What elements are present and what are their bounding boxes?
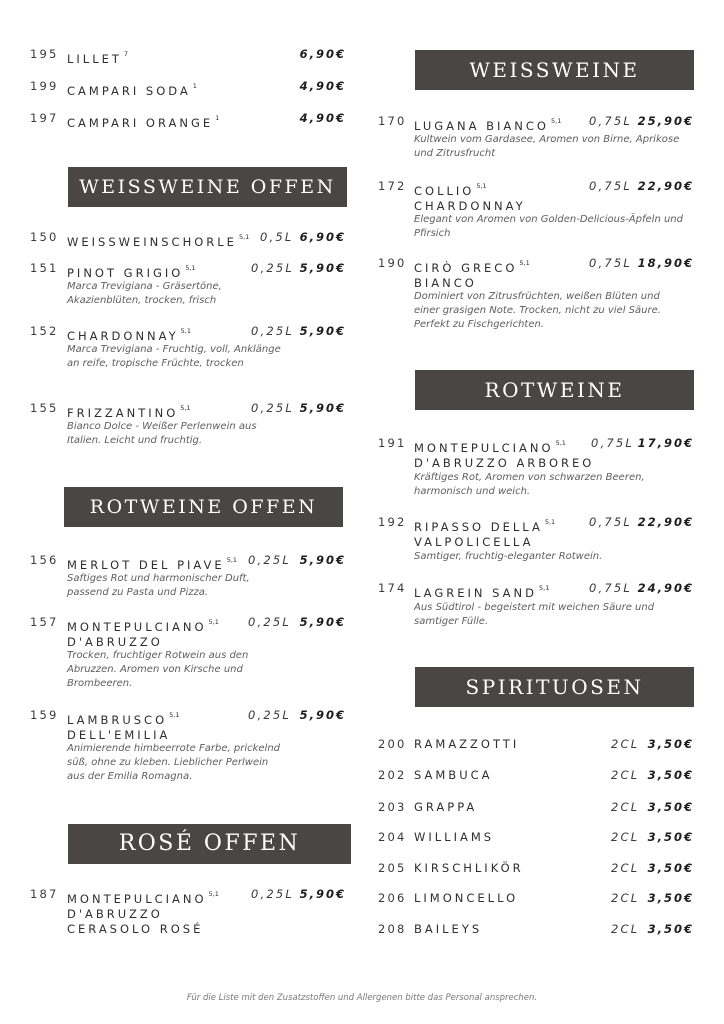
item-number: 192 xyxy=(378,515,407,529)
item-name: LILLET $^7$ xyxy=(67,50,129,66)
additive-note: 5,1 xyxy=(208,890,219,898)
item-price: 3,50€ xyxy=(647,922,694,936)
item-description: Animierende himbeerrote Farbe, prickelnd süß, ohne zu kleben. Lieblicher Perlwein aus der Emilia Romagna. xyxy=(67,743,281,782)
item-volume: 2CL xyxy=(611,891,640,905)
item-price: 22,90€ xyxy=(637,179,694,193)
item-description: Trocken, fruchtiger Rotwein aus den Abruzzen. Aromen von Kirsche und Brombeeren. xyxy=(67,650,249,689)
additive-note: 5,1 xyxy=(476,182,487,190)
item-price: 22,90€ xyxy=(637,515,694,529)
item-name: KIRSCHLIKÖR xyxy=(414,861,524,875)
additive-note: 5,1 xyxy=(169,711,180,719)
item-name: RIPASSO DELLA $^{5,1}$ VALPOLICELLA xyxy=(414,518,556,549)
item-volume: 0,5L xyxy=(260,230,294,244)
item-price: 6,90€ xyxy=(299,47,346,61)
section-header-rotweine-offen: ROTWEINE OFFEN xyxy=(64,487,343,527)
item-number: 155 xyxy=(30,401,59,415)
additive-note: 5,1 xyxy=(544,518,556,526)
item-name: LAGREIN SAND $^{5,1}$ xyxy=(414,584,550,600)
item-name: LAMBRUSCO $^{5,1}$ DELL'EMILIA xyxy=(67,711,180,742)
item-number: 159 xyxy=(30,708,59,722)
allergen-footnote: Für die Liste mit den Zusatzstoffen und Allergenen bitte das Personal ansprechen. xyxy=(186,993,538,1003)
item-number: 187 xyxy=(30,887,59,901)
item-volume: 0,25L xyxy=(248,615,292,629)
item-volume: 2CL xyxy=(611,768,640,782)
item-description: Saftiges Rot und harmonischer Duft, passend zu Pasta und Pizza. xyxy=(67,573,250,598)
item-name: LUGANA BIANCO $^{5,1}$ xyxy=(414,117,562,133)
item-name: SAMBUCA xyxy=(414,768,493,782)
item-number: 151 xyxy=(30,261,59,275)
item-volume: 2CL xyxy=(611,922,640,936)
item-volume: 2CL xyxy=(611,737,640,751)
additive-note: 1 xyxy=(215,114,220,122)
item-volume: 0,75L xyxy=(589,114,633,128)
section-header-rose-offen: ROSÉ OFFEN xyxy=(68,824,351,864)
item-volume: 0,75L xyxy=(589,179,633,193)
item-description: Kräftiges Rot, Aromen von schwarzen Beeren, harmonisch und weich. xyxy=(414,472,645,497)
item-price: 3,50€ xyxy=(647,768,694,782)
item-price: 3,50€ xyxy=(647,830,694,844)
item-number: 191 xyxy=(378,436,407,450)
item-number: 156 xyxy=(30,553,59,567)
item-price: 3,50€ xyxy=(647,800,694,814)
item-name: GRAPPA xyxy=(414,800,478,814)
item-name: MERLOT DEL PIAVE $^{5,1}$ xyxy=(67,556,238,572)
item-price: 4,90€ xyxy=(299,111,346,125)
item-volume: 0,25L xyxy=(251,324,295,338)
item-number: 152 xyxy=(30,324,59,338)
item-name: BAILEYS xyxy=(414,922,483,936)
item-price: 25,90€ xyxy=(637,114,694,128)
item-number: 195 xyxy=(30,47,59,61)
additive-note: 5,1 xyxy=(208,618,219,626)
section-header-spirituosen: SPIRITUOSEN xyxy=(415,667,694,707)
item-number: 203 xyxy=(378,800,407,814)
item-description: Dominiert von Zitrusfrüchten, weißen Blüten und einer grasigen Note. Trocken, nicht zu viel Säure. Perfekt zu Fischgerichten. xyxy=(414,291,661,330)
item-description: Aus Südtirol - begeistert mit weichen Säure und samtiger Fülle. xyxy=(414,602,655,627)
item-name: LIMONCELLO xyxy=(414,891,519,905)
item-price: 3,50€ xyxy=(647,861,694,875)
item-price: 4,90€ xyxy=(299,79,346,93)
item-volume: 0,25L xyxy=(248,553,292,567)
additive-note: 5,1 xyxy=(180,327,191,335)
additive-note: 5,1 xyxy=(551,117,562,125)
item-volume: 0,75L xyxy=(589,515,633,529)
item-number: 174 xyxy=(378,581,407,595)
item-number: 172 xyxy=(378,179,407,193)
item-volume: 0,75L xyxy=(591,436,635,450)
item-volume: 0,75L xyxy=(589,581,633,595)
item-price: 17,90€ xyxy=(637,436,694,450)
item-name: WEISSWEINSCHORLE $^{5,1}$ xyxy=(67,233,250,249)
item-number: 197 xyxy=(30,111,59,125)
item-name: COLLIO $^{5,1}$ CHARDONNAY xyxy=(414,182,526,213)
additive-note: 5,1 xyxy=(238,233,250,241)
item-name: MONTEPULCIANO $^{5,1}$ D'ABRUZZO ARBOREO xyxy=(414,439,595,470)
item-name: PINOT GRIGIO $^{5,1}$ xyxy=(67,264,196,280)
item-volume: 2CL xyxy=(611,830,640,844)
item-description: Marca Trevigiana - Gräsertöne, Akazienblüten, trocken, frisch xyxy=(67,281,222,306)
additive-note: 1 xyxy=(192,82,197,90)
item-price: 5,90€ xyxy=(299,553,346,567)
item-volume: 2CL xyxy=(611,861,640,875)
item-name: WILLIAMS xyxy=(414,830,495,844)
item-number: 208 xyxy=(378,922,407,936)
item-name: CAMPARI ORANGE $^1$ xyxy=(67,114,220,130)
item-volume: 0,25L xyxy=(251,401,295,415)
item-price: 5,90€ xyxy=(299,261,346,275)
item-description: Elegant von Aromen von Golden-Delicious-Äpfeln und Pfirsich xyxy=(414,214,683,239)
item-name: MONTEPULCIANO $^{5,1}$ D'ABRUZZO CERASOLO ROSÉ xyxy=(67,890,219,936)
item-number: 205 xyxy=(378,861,407,875)
item-volume: 0,25L xyxy=(248,708,292,722)
additive-note: 5,1 xyxy=(539,584,550,592)
item-name: FRIZZANTINO $^{5,1}$ xyxy=(67,404,191,420)
additive-note: 5,1 xyxy=(185,264,196,272)
item-volume: 0,25L xyxy=(251,887,295,901)
additive-note: 7 xyxy=(123,50,129,58)
item-name: CHARDONNAY $^{5,1}$ xyxy=(67,327,191,343)
item-number: 206 xyxy=(378,891,407,905)
item-volume: 2CL xyxy=(611,800,640,814)
item-number: 200 xyxy=(378,737,407,751)
item-description: Bianco Dolce - Weißer Perlenwein aus Italien. Leicht und fruchtig. xyxy=(67,421,257,446)
item-description: Marca Trevigiana - Fruchtig, voll, Anklänge an reife, tropische Früchte, trocken xyxy=(67,344,281,369)
item-name: CAMPARI SODA $^1$ xyxy=(67,82,197,98)
item-price: 24,90€ xyxy=(637,581,694,595)
item-number: 204 xyxy=(378,830,407,844)
item-number: 150 xyxy=(30,230,59,244)
item-price: 5,90€ xyxy=(299,324,346,338)
item-name: RAMAZZOTTI xyxy=(414,737,520,751)
section-header-weissweine-offen: WEISSWEINE OFFEN xyxy=(68,167,347,207)
item-name: MONTEPULCIANO $^{5,1}$ D'ABRUZZO xyxy=(67,618,219,649)
section-header-rotweine: ROTWEINE xyxy=(415,370,694,410)
item-number: 157 xyxy=(30,615,59,629)
additive-note: 5,1 xyxy=(226,556,238,564)
item-number: 190 xyxy=(378,256,407,270)
item-price: 5,90€ xyxy=(299,615,346,629)
item-number: 199 xyxy=(30,79,59,93)
item-price: 5,90€ xyxy=(299,708,346,722)
item-price: 18,90€ xyxy=(637,256,694,270)
additive-note: 5,1 xyxy=(555,439,566,447)
item-number: 202 xyxy=(378,768,407,782)
additive-note: 5,1 xyxy=(519,259,530,267)
additive-note: 5,1 xyxy=(180,404,191,412)
item-number: 170 xyxy=(378,114,407,128)
item-description: Kultwein vom Gardasee, Aromen von Birne, Aprikose und Zitrusfrucht xyxy=(414,134,680,159)
section-header-weissweine: WEISSWEINE xyxy=(415,50,694,90)
item-price: 6,90€ xyxy=(299,230,346,244)
item-volume: 0,25L xyxy=(251,261,295,275)
item-price: 5,90€ xyxy=(299,887,346,901)
item-price: 5,90€ xyxy=(299,401,346,415)
item-volume: 0,75L xyxy=(589,256,633,270)
item-price: 3,50€ xyxy=(647,891,694,905)
item-price: 3,50€ xyxy=(647,737,694,751)
item-name: CIRÒ GRECO $^{5,1}$ BIANCO xyxy=(414,259,530,290)
item-description: Samtiger, fruchtig-eleganter Rotwein. xyxy=(414,551,603,562)
